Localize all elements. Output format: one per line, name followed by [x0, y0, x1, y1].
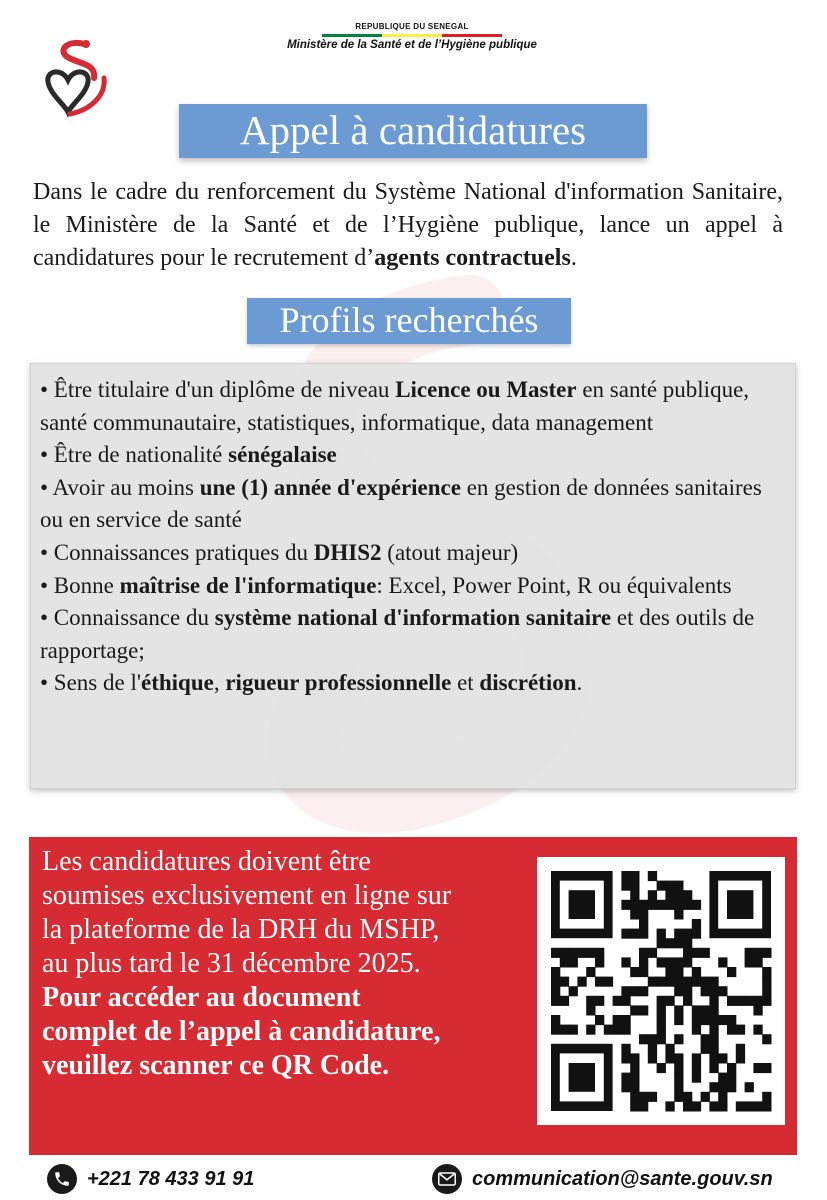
page-title: Appel à candidatures [179, 104, 647, 158]
email-address: communication@sante.gouv.sn [472, 1167, 773, 1190]
intro-bold: agents contractuels [374, 245, 571, 271]
requirement-item: • Sens de l'éthique, rigueur professionnelle et discrétion. [40, 670, 583, 696]
requirements-box [30, 363, 796, 789]
submission-line: la plateforme de la DRH du MSHP, [42, 914, 440, 945]
footer [0, 1160, 827, 1200]
ministry-label: Ministère de la Santé et de l’Hygiène publique [287, 39, 537, 51]
requirement-item: • Avoir au moins une (1) année d'expérience en gestion de données sanitaires ou en service de santé [40, 474, 762, 533]
republic-label: REPUBLIQUE DU SENEGAL [355, 22, 469, 31]
submission-bold-line: complet de l’appel à candidature, [42, 1016, 441, 1047]
phone-number: +221 78 433 91 91 [87, 1167, 255, 1190]
ministry-logo-icon [40, 38, 114, 120]
senegal-flag-icon [322, 34, 502, 37]
intro-paragraph [33, 176, 783, 275]
requirement-item: • Connaissances pratiques du DHIS2 (atout majeur) [40, 539, 519, 565]
requirement-item: • Être titulaire d'un diplôme de niveau Licence ou Master en santé publique, santé communautaire, statistiques, informatique, data management [40, 377, 750, 435]
government-header [272, 22, 552, 51]
footer-phone[interactable] [47, 1164, 254, 1194]
submission-banner [29, 837, 797, 1155]
requirement-item: • Connaissance du système national d'information sanitaire et des outils de rapportage; [40, 605, 755, 663]
requirement-item: • Bonne maîtrise de l'informatique: Excel, Power Point, R ou équivalents [40, 572, 732, 598]
submission-bold-line: veuillez scanner ce QR Code. [42, 1050, 390, 1081]
footer-email[interactable] [432, 1164, 773, 1194]
profils-title: Profils recherchés [247, 298, 571, 344]
mail-icon [432, 1164, 462, 1194]
intro-end: . [570, 245, 577, 271]
requirement-item: • Être de nationalité sénégalaise [40, 442, 337, 468]
qr-code-icon[interactable] [537, 857, 785, 1125]
submission-line: au plus tard le 31 décembre 2025. [42, 948, 421, 979]
submission-line: soumises exclusivement en ligne sur [42, 880, 452, 911]
phone-icon [47, 1164, 77, 1194]
submission-line: Les candidatures doivent être [42, 846, 371, 877]
submission-bold-line: Pour accéder au document [42, 982, 361, 1013]
intro-text: Dans le cadre du renforcement du Système National d'information Sanitaire, le Ministère de la Santé et de l’Hygiène publique, lance un appel à candidatures pour le recrutement d’ [33, 179, 783, 271]
submission-text [42, 845, 522, 1083]
